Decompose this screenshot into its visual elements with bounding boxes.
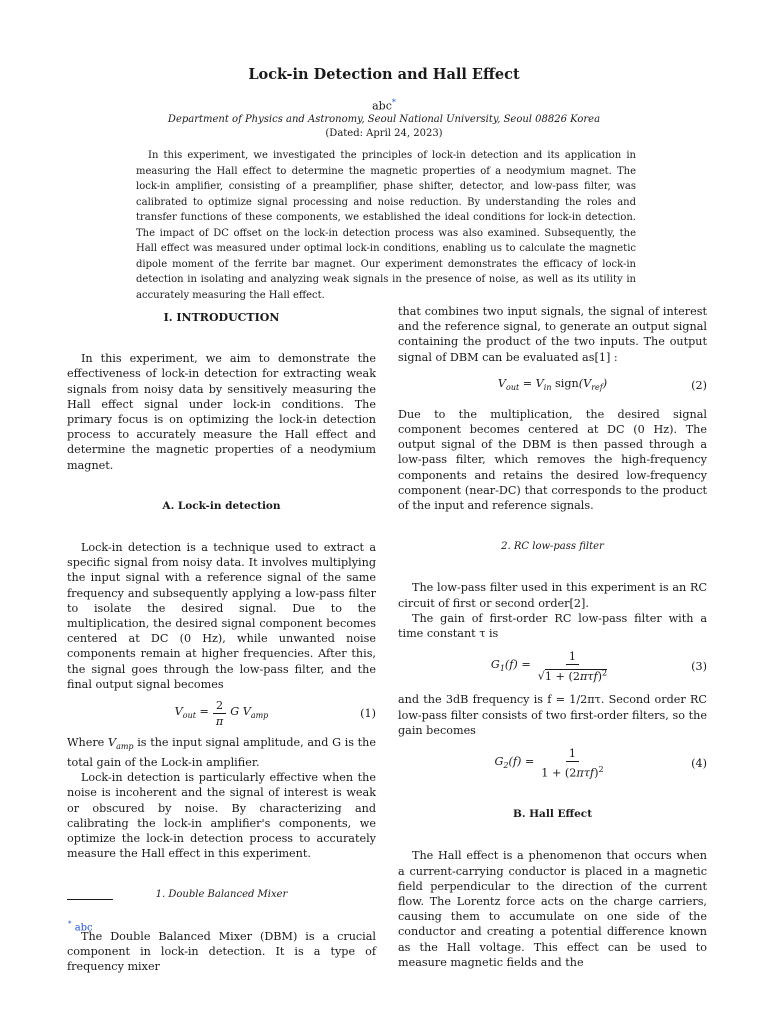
where-paragraph: Where $V_{amp}$ is the input signal amplitude, and G is the total gain of the Lock-in amplifier. — [67, 736, 376, 769]
right-column — [398, 304, 707, 970]
rc-paragraph-2: The gain of first-order RC low-pass filter with a time constant τ is — [398, 611, 707, 641]
equation-1-number: (1) — [360, 707, 376, 721]
abstract: In this experiment, we investigated the principles of lock-in detection and its application in measuring the Hall effect to determine the magnetic properties of a neodymium magnet. The lock-in amplifier, consisting of a preamplifier, phase shifter, detector, and low-pass filter, was calibrated to optimize signal processing and noise reduction. By understanding the roles and transfer functions of these components, we established the ideal conditions for lock-in detection. The impact of DC offset on the lock-in detection process was also examined. Subsequently, the Hall effect was measured under optimal lock-in conditions, enabling us to calculate the magnetic dipole moment of the ferrite bar magnet. Our experiment demonstrates the efficacy of lock-in detection in isolating and analyzing weak signals in the presence of noise, as well as its utility in accurately measuring the Hall effect. — [136, 150, 636, 301]
subsubsection-heading-dbm: 1. Double Balanced Mixer — [155, 889, 288, 901]
subsubsection-heading-rc-filter: 2. RC low-pass filter — [501, 541, 604, 553]
equation-2-number: (2) — [691, 379, 707, 393]
equation-3: $G_1(f)$ = $\frac{1}{√1 + (2\pi\tau f)^2}$ (3) — [490, 650, 707, 684]
dbm-continued-paragraph: that combines two input signals, the signal of interest and the reference signal, to generate an output signal containing the product of the two inputs. The output signal of DBM can be evaluated as[1] : — [398, 305, 707, 364]
hall-paragraph: The Hall effect is a phenomenon that occurs when a current-carrying conductor is placed in a magnetic field perpendicular to the direction of the current flow. The Lorentz force acts on the charge carriers, causing them to accumulate on one side of the conductor and creating a potential difference known as the Hall voltage. This effect can be used to measure magnetic fields and the — [398, 849, 707, 969]
lockin-paragraph-2: Lock-in detection is particularly effective when the noise is incoherent and the signal of interest is weak or obscured by noise. By characterizing and calibrating the lock-in amplifier's components, we optimize the lock-in detection process to accurately measure the Hall effect in this experiment. — [67, 771, 376, 861]
dbm-paragraph: The Double Balanced Mixer (DBM) is a crucial component in lock-in detection. It is a type of frequency mixer — [67, 929, 376, 973]
dated: (Dated: April 24, 2023) — [325, 128, 443, 139]
subsection-heading-lockin: A. Lock-in detection — [162, 499, 281, 512]
equation-1: $V_{out}$ = $\frac{2}{\pi}$ G $V_{amp}$ (1) — [174, 699, 376, 729]
citation-2-link[interactable]: [2] — [569, 596, 586, 610]
equation-4: $G_2(f)$ = $\frac{1}{1 + (2\pi\tau f)^2}$ (4) — [494, 747, 707, 780]
equation-4-number: (4) — [691, 756, 707, 770]
equation-2: $V_{out} = V_{in}$ $sign(V_{ref})$ (2) — [497, 377, 707, 393]
three-db-paragraph: and the 3dB frequency is f = 1/2πτ. Second order RC low-pass filter consists of two first-order filters, so the gain becomes — [398, 693, 707, 737]
author-line — [0, 98, 768, 113]
section-heading-introduction: I. INTRODUCTION — [163, 311, 280, 324]
left-column — [67, 304, 376, 974]
equation-3-number: (3) — [691, 660, 707, 674]
paper-title: Lock-in Detection and Hall Effect — [248, 66, 520, 83]
footnote-text: abc — [74, 922, 93, 934]
intro-paragraph: In this experiment, we aim to demonstrate the effectiveness of lock-in detection for extracting weak signals from noisy data by sensitively measuring the Hall effect signal under lock-in conditions. The primary focus is on optimizing the lock-in detection process to accurately measure the Hall effect and determine the magnetic properties of a neodymium magnet. — [67, 352, 376, 472]
rc-paragraph-1: The low-pass filter used in this experiment is an RC circuit of first or second order[2]. — [398, 581, 707, 610]
footnote-divider — [67, 899, 113, 900]
citation-1-link[interactable]: [1] — [594, 350, 611, 364]
affiliation: Department of Physics and Astronomy, Seoul National University, Seoul 08826 Korea — [167, 114, 601, 125]
lockin-paragraph-1: Lock-in detection is a technique used to extract a specific signal from noisy data. It involves multiplying the input signal with a reference signal of the same frequency and subsequently applying a low-pass filter to isolate the desired signal. Due to the multiplication, the desired signal component becomes centered at DC (0 Hz), while unwanted noise components remain at higher frequencies. After this, the signal goes through the low-pass filter, and the final output signal becomes — [67, 541, 376, 691]
footnote[interactable] — [68, 920, 93, 933]
footnote-mark: * — [68, 920, 72, 928]
author-footnote-mark[interactable]: * — [391, 98, 396, 107]
author-name: abc — [372, 99, 392, 113]
multiplication-paragraph: Due to the multiplication, the desired signal component becomes centered at DC (0 Hz). The output signal of the DBM is then passed through a low-pass filter, which removes the high-frequency components and retains the desired low-frequency component (near-DC) that corresponds to the product of the input and reference signals. — [398, 407, 707, 513]
subsection-heading-hall: B. Hall Effect — [512, 808, 593, 821]
